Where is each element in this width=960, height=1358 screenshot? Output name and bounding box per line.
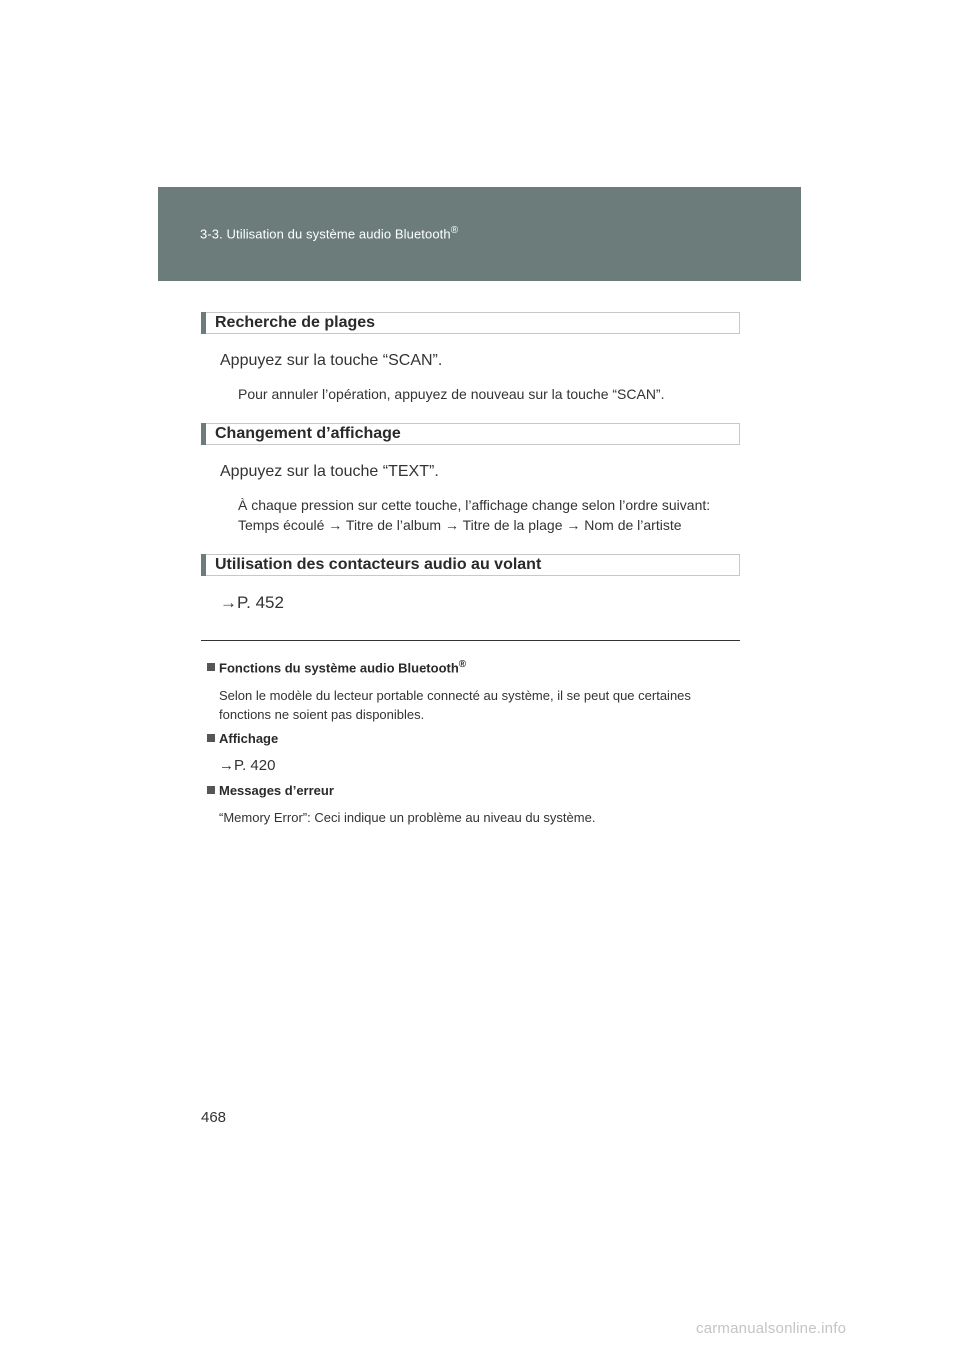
chapter-header — [158, 187, 801, 281]
page-number: 468 — [201, 1109, 227, 1126]
chapter-title: 3-3. Utilisation du système audio Bluetooth® — [200, 225, 459, 242]
page-reference-link[interactable]: →P. 452 — [220, 593, 284, 612]
info-heading-messages: Messages d’erreur — [207, 783, 334, 798]
info-heading-affichage: Affichage — [207, 731, 278, 746]
section-heading-recherche — [201, 312, 740, 334]
registered-mark: ® — [450, 225, 459, 236]
step-note-line-2: Temps écoulé → Titre de l’album → Titre de la plage → Nom de l’artiste — [238, 517, 682, 533]
step-instruction: Appuyez sur la touche “SCAN”. — [220, 352, 443, 369]
section-heading-label: Utilisation des contacteurs audio au volant — [215, 556, 542, 573]
step-note: Pour annuler l’opération, appuyez de nouveau sur la touche “SCAN”. — [238, 386, 665, 402]
section-heading-contacteurs — [201, 554, 740, 576]
section-accent-bar — [201, 554, 206, 576]
step-note-line-1: À chaque pression sur cette touche, l’affichage change selon l’ordre suivant: — [238, 497, 711, 513]
section-heading-affichage — [201, 423, 740, 445]
info-body-fonctions: Selon le modèle du lecteur portable connecté au système, il se peut que certaines fonctions ne soient pas disponibles. — [219, 688, 691, 722]
step-instruction: Appuyez sur la touche “TEXT”. — [220, 463, 439, 480]
info-page-reference-link[interactable]: →P. 420 — [219, 757, 276, 774]
registered-mark: ® — [458, 659, 467, 670]
section-accent-bar — [201, 423, 206, 445]
square-bullet-icon — [207, 734, 215, 742]
section-heading-label: Changement d’affichage — [215, 425, 401, 442]
section-heading-label: Recherche de plages — [215, 314, 376, 331]
watermark-text: carmanualsonline.info — [696, 1320, 847, 1337]
info-heading-fonctions: Fonctions du système audio Bluetooth® — [207, 659, 466, 675]
section-accent-bar — [201, 312, 206, 334]
square-bullet-icon — [207, 786, 215, 794]
square-bullet-icon — [207, 663, 215, 671]
info-body-messages: “Memory Error”: Ceci indique un problème au niveau du système. — [219, 810, 596, 825]
section-divider — [201, 640, 740, 641]
